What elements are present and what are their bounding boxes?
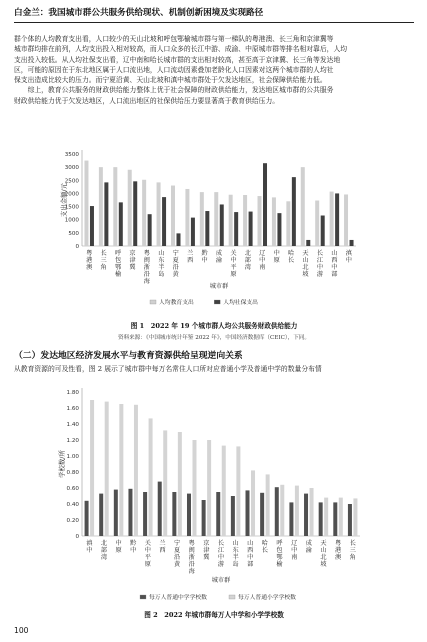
bar xyxy=(176,233,180,246)
bar xyxy=(192,440,196,536)
bar xyxy=(335,193,339,246)
running-header: 白金兰：我国城市群公共服务供给现状、机制创新困境及实现路径 xyxy=(14,8,264,18)
bar xyxy=(216,492,220,536)
x-tick-label: 闽 xyxy=(188,547,195,554)
y-tick-label: 0 xyxy=(75,534,79,540)
x-tick-label: 鄂 xyxy=(276,554,283,561)
x-tick-label: 京 xyxy=(203,540,210,547)
bar xyxy=(207,440,211,536)
x-tick-label: 津 xyxy=(203,547,210,554)
bar xyxy=(105,402,109,536)
bar xyxy=(142,180,146,246)
x-tick-label: 中 xyxy=(345,257,352,264)
x-tick-label: 西 xyxy=(159,547,166,554)
x-tick-label: 中 xyxy=(331,264,338,271)
legend-label: 每万人普通中学学校数 xyxy=(149,595,207,601)
figure-2-chart xyxy=(0,378,427,608)
x-tick-label: 关 xyxy=(144,540,151,547)
x-tick-label: 浙 xyxy=(188,554,195,561)
bar xyxy=(222,446,226,536)
bar xyxy=(249,212,253,246)
bar xyxy=(292,177,296,246)
bar xyxy=(348,504,352,536)
x-tick-label: 中 xyxy=(247,554,254,561)
bar xyxy=(163,430,167,536)
x-tick-label: 天 xyxy=(320,540,327,547)
bar xyxy=(84,161,88,246)
x-tick-label: 夏 xyxy=(174,547,181,554)
x-tick-label: 中 xyxy=(291,547,298,554)
x-tick-label: 三 xyxy=(100,257,107,264)
x-tick-label: 角 xyxy=(100,264,107,271)
bar xyxy=(119,404,123,536)
x-tick-label: 坡 xyxy=(302,271,309,278)
bar xyxy=(200,192,204,246)
x-tick-label: 粤 xyxy=(86,250,93,257)
bar xyxy=(289,502,293,536)
y-tick-label: 1.40 xyxy=(66,422,79,428)
x-tick-label: 岛 xyxy=(232,561,239,568)
x-tick-label: 北 xyxy=(100,540,108,547)
x-tick-label: 北 xyxy=(302,264,309,271)
y-tick-label: 2500 xyxy=(64,178,79,185)
x-tick-label: 京 xyxy=(129,250,136,257)
figure-1-source: 资料来源：《中国城市统计年鉴 2022 年》，中国经济数据库（CEIC），下同。 xyxy=(117,335,311,341)
x-tick-label: 粤 xyxy=(334,540,342,547)
x-tick-label: 北 xyxy=(320,554,327,561)
x-tick-label: 呼 xyxy=(114,250,122,257)
x-tick-label: 海 xyxy=(188,568,195,575)
x-tick-label: 中 xyxy=(217,554,225,561)
x-axis-title: 城市群 xyxy=(209,283,229,290)
x-tick-label: 兰 xyxy=(187,250,194,257)
x-tick-label: 澳 xyxy=(86,264,93,271)
x-tick-label: 中 xyxy=(230,257,237,264)
bar xyxy=(324,498,328,536)
bar xyxy=(128,170,132,246)
bar xyxy=(258,196,262,246)
bar xyxy=(229,195,233,246)
y-tick-label: 3500 xyxy=(64,152,79,158)
x-tick-label: 原 xyxy=(115,547,122,554)
x-tick-label: 鄂 xyxy=(114,264,122,271)
x-tick-label: 湾 xyxy=(100,554,108,561)
x-tick-label: 原 xyxy=(273,257,280,264)
paragraph-line: 区，可能的原因在于东北地区属于人口流出地，人口流动因素叠加老龄化人口因素对这两个城市群的人均社 xyxy=(14,65,334,74)
figure-1-chart xyxy=(0,142,427,310)
bar xyxy=(310,488,314,536)
bar xyxy=(220,204,224,246)
bar xyxy=(246,490,250,536)
x-tick-label: 闽 xyxy=(143,257,150,264)
y-tick-label: 0.20 xyxy=(66,518,79,524)
x-tick-label: 成 xyxy=(305,540,312,547)
x-tick-label: 东 xyxy=(158,257,165,264)
figure-2-caption: 图 2 2022 年城市群每万人中学和小学学校数 xyxy=(144,611,284,619)
bar xyxy=(134,405,138,536)
x-tick-label: 岛 xyxy=(158,271,165,278)
x-tick-label: 部 xyxy=(247,561,254,568)
bar xyxy=(158,482,162,536)
bar xyxy=(339,498,343,536)
x-tick-label: 游 xyxy=(316,271,324,278)
x-tick-label: 兰 xyxy=(159,540,166,547)
bar xyxy=(205,211,209,246)
paragraph-line: 城市群均排在前列，人均支出投入相对较高，而人口众多的长江中游、成渝、中原城市群等排名相对靠后，人均 xyxy=(14,45,348,54)
x-tick-label: 原 xyxy=(144,561,151,568)
bar xyxy=(301,167,305,246)
x-tick-label: 山 xyxy=(320,547,327,554)
x-tick-label: 三 xyxy=(349,547,356,554)
x-tick-label: 黔 xyxy=(201,250,208,257)
paragraph-line: 综上，教育公共服务的财政供给能力整体上优于社会保障的财政供给能力，发达地区城市群的公共服务 xyxy=(14,86,334,95)
x-tick-label: 山 xyxy=(158,250,165,257)
x-tick-label: 西 xyxy=(187,257,194,264)
y-tick-label: 0.40 xyxy=(66,502,79,508)
page-number: 100 xyxy=(14,626,29,635)
x-tick-label: 浙 xyxy=(143,264,150,271)
y-tick-label: 0.60 xyxy=(66,486,79,492)
x-tick-label: 榆 xyxy=(276,561,283,568)
bar xyxy=(243,195,247,246)
bar xyxy=(157,182,161,246)
bar xyxy=(272,197,276,246)
bar xyxy=(148,214,152,246)
x-tick-label: 江 xyxy=(217,547,225,554)
header-rule xyxy=(14,22,414,23)
x-tick-label: 中 xyxy=(144,547,151,554)
x-tick-label: 黄 xyxy=(172,271,179,278)
legend-swatch xyxy=(140,595,146,599)
x-tick-label: 宁 xyxy=(172,250,179,257)
y-tick-label: 0.80 xyxy=(66,470,79,476)
bar xyxy=(306,240,310,246)
x-tick-label: 原 xyxy=(230,271,237,278)
y-axis-title: 支出金额/元 xyxy=(60,182,68,218)
x-tick-label: 部 xyxy=(100,547,108,554)
bar xyxy=(178,432,182,536)
x-tick-label: 长 xyxy=(316,250,324,257)
paragraph-1 xyxy=(14,34,414,106)
x-tick-label: 冀 xyxy=(203,554,210,561)
x-tick-label: 榆 xyxy=(114,271,122,278)
paragraph-line: 支出投入较低。从人均社保支出看，辽中南和哈长城市群的支出相对较高，甚至高于京津冀、长三角等发达地 xyxy=(14,55,341,64)
x-tick-label: 半 xyxy=(232,554,239,561)
bar xyxy=(263,163,267,246)
x-tick-label: 渝 xyxy=(305,547,312,554)
x-tick-label: 澳 xyxy=(334,554,342,561)
bar xyxy=(90,400,94,536)
x-tick-label: 西 xyxy=(247,547,254,554)
bar xyxy=(214,192,218,246)
x-tick-label: 包 xyxy=(114,257,122,264)
x-tick-label: 部 xyxy=(331,271,338,278)
x-tick-label: 津 xyxy=(129,257,136,264)
bar xyxy=(350,240,354,246)
bar xyxy=(330,192,334,246)
bar xyxy=(185,189,189,246)
x-tick-label: 长 xyxy=(100,250,107,257)
y-tick-label: 1500 xyxy=(64,204,79,211)
bar xyxy=(280,485,284,536)
x-tick-label: 角 xyxy=(349,554,356,561)
x-tick-label: 沿 xyxy=(174,554,181,561)
x-axis-title: 城市群 xyxy=(211,577,231,584)
x-tick-label: 中 xyxy=(201,257,208,264)
x-tick-label: 沿 xyxy=(143,271,150,278)
bar xyxy=(260,493,264,536)
x-tick-label: 坡 xyxy=(320,561,327,568)
x-tick-label: 宁 xyxy=(174,540,181,547)
figure-2-svg xyxy=(0,378,427,608)
x-tick-label: 山 xyxy=(247,540,254,547)
x-tick-label: 辽 xyxy=(259,250,266,257)
x-tick-label: 滇 xyxy=(345,250,352,257)
bar xyxy=(286,201,290,246)
x-tick-label: 黔 xyxy=(130,540,137,547)
x-tick-label: 部 xyxy=(244,257,251,264)
bar xyxy=(304,494,308,536)
x-tick-label: 渝 xyxy=(215,257,223,264)
legend-swatch xyxy=(229,595,235,599)
x-tick-label: 游 xyxy=(217,561,225,568)
x-tick-label: 湾 xyxy=(244,264,251,271)
bar xyxy=(133,181,137,246)
y-tick-label: 1.80 xyxy=(66,390,79,396)
x-tick-label: 山 xyxy=(302,257,309,264)
bar xyxy=(234,212,238,246)
bar xyxy=(251,470,255,536)
legend-swatch xyxy=(214,300,220,304)
x-tick-label: 海 xyxy=(143,278,150,285)
legend-label: 人均教育支出 xyxy=(159,300,194,306)
x-tick-label: 中 xyxy=(86,547,93,554)
bar xyxy=(187,494,191,536)
paragraph-line: 保支出造成比较大的压力。而宁夏沿黄、天山北坡和滇中城市群处于欠发达地区，社会保障供给能力低。 xyxy=(14,76,327,85)
y-tick-label: 1.60 xyxy=(66,406,79,412)
y-axis-title: 学校数/所 xyxy=(58,450,66,478)
bar xyxy=(113,167,117,246)
x-tick-label: 关 xyxy=(230,250,237,257)
x-tick-label: 夏 xyxy=(172,257,179,264)
x-tick-label: 南 xyxy=(259,264,266,271)
x-tick-label: 半 xyxy=(158,264,165,271)
bar xyxy=(202,500,206,536)
x-tick-label: 长 xyxy=(288,257,295,264)
x-tick-label: 长 xyxy=(217,540,225,547)
bar xyxy=(104,182,108,246)
figure-1-caption: 图 1 2022 年 19 个城市群人均公共服务财政供给能力 xyxy=(130,322,298,330)
bar xyxy=(344,194,348,246)
x-tick-label: 冀 xyxy=(129,264,136,271)
paragraph-2 xyxy=(14,364,414,374)
x-tick-label: 东 xyxy=(232,547,239,554)
x-tick-label: 平 xyxy=(230,264,237,271)
legend-swatch xyxy=(150,300,156,304)
bar xyxy=(162,197,166,246)
x-tick-label: 中 xyxy=(115,540,122,547)
x-tick-label: 滇 xyxy=(86,540,93,547)
x-tick-label: 平 xyxy=(144,554,151,561)
bar xyxy=(277,213,281,246)
bar xyxy=(321,216,325,246)
bar xyxy=(333,502,337,536)
x-tick-label: 港 xyxy=(86,257,93,264)
y-tick-label: 3000 xyxy=(64,165,79,172)
x-tick-label: 北 xyxy=(244,250,251,257)
bar xyxy=(114,490,118,536)
bar xyxy=(119,202,123,246)
y-tick-label: 500 xyxy=(68,230,79,237)
bar xyxy=(319,502,323,536)
x-tick-label: 江 xyxy=(316,257,324,264)
bar xyxy=(191,218,195,246)
bar xyxy=(315,201,319,246)
bar xyxy=(172,492,176,536)
bar xyxy=(295,486,299,536)
bar xyxy=(149,418,153,536)
bar xyxy=(99,494,103,536)
paragraph-line: 财政供给能力优于欠发达地区，人口流出地区的社保供给压力要显著高于教育供给压力。 xyxy=(14,96,280,105)
x-tick-label: 黄 xyxy=(174,561,181,568)
bar xyxy=(99,167,103,246)
y-tick-label: 1000 xyxy=(64,217,79,224)
bar xyxy=(275,487,279,536)
x-tick-label: 沿 xyxy=(188,561,195,568)
x-tick-label: 沿 xyxy=(172,264,179,271)
bar xyxy=(90,206,94,246)
x-tick-label: 长 xyxy=(261,547,268,554)
bar xyxy=(85,501,89,536)
x-tick-label: 粤 xyxy=(143,250,150,257)
x-tick-label: 长 xyxy=(349,540,356,547)
x-tick-label: 南 xyxy=(291,554,298,561)
paragraph-line: 群个体的人均教育支出看，人口较少的天山北坡和呼包鄂榆城市群与第一梯队的粤港澳、长三角和京津冀等 xyxy=(14,35,334,43)
bar xyxy=(266,474,270,536)
x-tick-label: 粤 xyxy=(188,540,195,547)
figure-1-svg xyxy=(0,142,427,310)
legend-label: 每万人普通小学学校数 xyxy=(238,595,296,601)
x-tick-label: 成 xyxy=(215,250,223,257)
x-tick-label: 辽 xyxy=(291,540,298,547)
section-heading: （二）发达地区经济发展水平与教育资源供给呈现逆向关系 xyxy=(14,351,243,361)
x-tick-label: 呼 xyxy=(276,540,283,547)
x-tick-label: 中 xyxy=(316,264,324,271)
x-tick-label: 中 xyxy=(259,257,266,264)
x-tick-label: 哈 xyxy=(288,250,295,257)
bar xyxy=(236,446,240,536)
bar xyxy=(171,186,175,246)
bar xyxy=(143,492,147,536)
y-tick-label: 1.20 xyxy=(66,438,79,444)
x-tick-label: 天 xyxy=(302,250,309,257)
x-tick-label: 哈 xyxy=(261,540,268,547)
x-tick-label: 山 xyxy=(232,540,239,547)
y-tick-label: 2000 xyxy=(64,191,79,198)
bar xyxy=(128,489,132,536)
x-tick-label: 中 xyxy=(273,250,280,257)
x-tick-label: 港 xyxy=(334,547,342,554)
x-tick-label: 包 xyxy=(276,547,283,554)
x-tick-label: 山 xyxy=(331,250,338,257)
y-tick-label: 0 xyxy=(75,244,79,250)
x-tick-label: 中 xyxy=(130,547,137,554)
legend-label: 人均社保支出 xyxy=(223,300,258,306)
bar xyxy=(353,498,357,536)
x-tick-label: 西 xyxy=(331,257,338,264)
y-tick-label: 1.00 xyxy=(66,454,79,460)
bar xyxy=(231,496,235,536)
paragraph-line: 从教育资源的可及性看，图 2 展示了城市群中每万名常住人口所对应普通小学及普通中学的数量分布情 xyxy=(14,365,322,373)
